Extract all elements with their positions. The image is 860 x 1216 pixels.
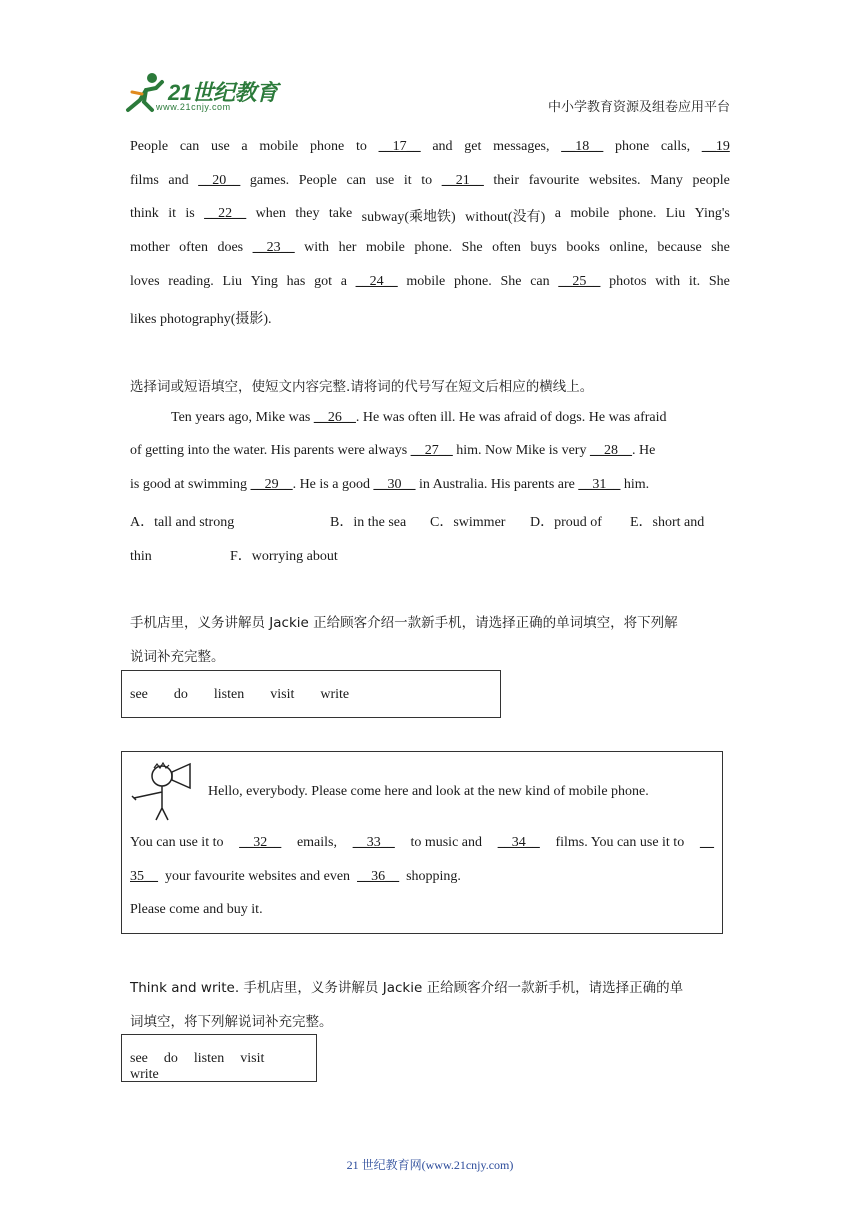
word: websites. <box>588 173 641 188</box>
word: often <box>492 240 521 255</box>
word: it. <box>688 274 701 289</box>
word: photos <box>609 274 647 289</box>
word-option: do <box>173 687 188 702</box>
logo <box>122 72 290 114</box>
option-d: D．proud of <box>530 515 602 530</box>
blank: __23__ <box>252 240 295 255</box>
word: with <box>304 240 330 255</box>
option-c: C．swimmer <box>430 515 506 530</box>
section2-line1: Ten years ago, Mike was __26__. He was often ill. He was afraid of dogs. He was afraid <box>171 410 667 425</box>
blank: __17__ <box>378 139 421 154</box>
word: subway(乘地铁) <box>361 210 456 225</box>
word: Liu <box>665 206 686 221</box>
speech-box <box>121 751 723 934</box>
word: can <box>530 274 550 289</box>
word-option: visit <box>240 1051 265 1066</box>
word: a <box>241 139 248 154</box>
word: phone. <box>618 206 657 221</box>
passage1-line5 <box>130 274 730 290</box>
word: phone <box>614 139 650 154</box>
option-a: A．tall and strong <box>130 515 235 530</box>
word: phone. <box>454 274 492 289</box>
word: a <box>340 274 347 289</box>
word: and <box>168 173 189 188</box>
word: reading. <box>168 274 214 289</box>
word: she <box>711 240 730 255</box>
word: Many <box>650 173 683 188</box>
word-option: see <box>130 687 148 702</box>
word: Ying's <box>694 206 730 221</box>
section3-instruction-line1: 手机店里，义务讲解员 Jackie 正给顾客介绍一款新手机，请选择正确的单词填空，将下列解 <box>130 615 678 631</box>
word-option: listen <box>193 1051 225 1066</box>
speech-greeting: Hello, everybody. Please come here and look at the new kind of mobile phone. <box>208 784 649 799</box>
blank-29: __29__ <box>250 477 293 492</box>
word: her <box>338 240 357 255</box>
word: calls, <box>660 139 691 154</box>
logo-url: www.21cnjy.com <box>156 102 231 112</box>
blank-27: __27__ <box>410 443 453 458</box>
word-box <box>121 670 501 718</box>
word: people <box>692 173 730 188</box>
passage1-line6: likes photography(摄影). <box>130 312 272 327</box>
word: mobile <box>570 206 610 221</box>
blank: __20__ <box>198 173 241 188</box>
passage1-line4 <box>130 240 730 256</box>
word: phone <box>310 139 345 154</box>
passage1-line2 <box>130 173 730 189</box>
blank-26: __26__ <box>313 410 356 425</box>
speaker-megaphone-icon <box>130 760 200 822</box>
word: mobile <box>406 274 446 289</box>
word: to <box>355 139 367 154</box>
word: She <box>461 240 483 255</box>
word: think <box>130 206 159 221</box>
blank-31: __31__ <box>578 477 621 492</box>
blank: __22__ <box>204 206 247 221</box>
word: their <box>493 173 520 188</box>
word: often <box>179 240 208 255</box>
word: People <box>130 139 169 154</box>
option-b: B．in the sea <box>330 515 407 530</box>
blank-32: __32__ <box>239 835 282 850</box>
word: it <box>168 206 176 221</box>
word: without(没有) <box>465 210 546 225</box>
blank: __18__ <box>561 139 604 154</box>
blank-30: __30__ <box>373 477 416 492</box>
word: and <box>432 139 453 154</box>
logo-text: 21世纪教育 <box>168 80 278 105</box>
word: because <box>657 240 702 255</box>
word: messages, <box>493 139 550 154</box>
word: got <box>314 274 332 289</box>
blank-33: __33__ <box>352 835 395 850</box>
word-box-2 <box>121 1034 317 1082</box>
word-option: visit <box>270 687 295 702</box>
word: online, <box>609 240 648 255</box>
word: People <box>298 173 337 188</box>
blank: __19 <box>701 139 730 154</box>
word: to <box>421 173 433 188</box>
word: use <box>211 139 230 154</box>
word: does <box>217 240 244 255</box>
word-option: see <box>130 1051 148 1066</box>
speech-line2: 35__ your favourite websites and even __36__ shopping. <box>130 869 461 884</box>
word: has <box>286 274 306 289</box>
section2-line3: is good at swimming __29__. He is a good __30__ in Australia. His parents are __31__ him. <box>130 477 650 492</box>
word: films <box>130 173 159 188</box>
section4-instruction-line2: 词填空，将下列解说词补充完整。 <box>130 1014 333 1030</box>
word: phone. <box>414 240 453 255</box>
word-option: write <box>130 1067 159 1082</box>
word: mobile <box>365 240 405 255</box>
option-e: E．short and <box>630 515 705 530</box>
word-option: listen <box>213 687 245 702</box>
word: with <box>655 274 681 289</box>
blank-28: __28__ <box>589 443 632 458</box>
word: Liu <box>222 274 242 289</box>
header-platform-text: 中小学教育资源及组卷应用平台 <box>547 100 730 115</box>
word: when <box>255 206 286 221</box>
section3-instruction-line2: 说词补充完整。 <box>130 649 225 665</box>
option-f: F．worrying about <box>230 549 338 564</box>
section2-options <box>130 511 704 531</box>
blank: __21__ <box>441 173 484 188</box>
word-option: do <box>163 1051 178 1066</box>
word: can <box>346 173 366 188</box>
word: She <box>500 274 522 289</box>
word: She <box>708 274 730 289</box>
section2-line2: of getting into the water. His parents were always __27__ him. Now Mike is very __28__. He <box>130 443 656 458</box>
speech-line3: Please come and buy it. <box>130 902 263 917</box>
word: games. <box>249 173 290 188</box>
word: loves <box>130 274 160 289</box>
footer-text: 21 世纪教育网(www.21cnjy.com) <box>346 1158 514 1172</box>
word: can <box>179 139 200 154</box>
word: it <box>403 173 412 188</box>
blank-36: __36__ <box>357 869 400 884</box>
word: a <box>554 206 561 221</box>
section4-instruction-line1: Think and write. 手机店里，义务讲解员 Jackie 正给顾客介绍一款新手机，请选择正确的单 <box>130 980 684 996</box>
word-option: write <box>320 687 350 702</box>
blank: __24__ <box>355 274 398 289</box>
word: books <box>566 240 600 255</box>
word: Ying <box>250 274 278 289</box>
word: is <box>185 206 195 221</box>
blank-34: __34__ <box>497 835 540 850</box>
blank-35: 35__ <box>130 869 158 884</box>
passage1-line3 <box>130 206 730 226</box>
blank: __25__ <box>558 274 601 289</box>
word: take <box>328 206 353 221</box>
passage1-line1 <box>130 139 730 155</box>
word: buys <box>530 240 557 255</box>
word: favourite <box>528 173 580 188</box>
section2-options-line2: thin F．worrying about <box>130 549 338 564</box>
word: mother <box>130 240 170 255</box>
word: use <box>375 173 395 188</box>
speech-line1: You can use it to __32__ emails, __33__ to music and __34__ films. You can use it to __ <box>130 835 714 850</box>
section2-instruction: 选择词或短语填空，使短文内容完整.请将词的代号写在短文后相应的横线上。 <box>130 379 594 395</box>
word: mobile <box>259 139 299 154</box>
word: get <box>464 139 482 154</box>
word: they <box>295 206 320 221</box>
